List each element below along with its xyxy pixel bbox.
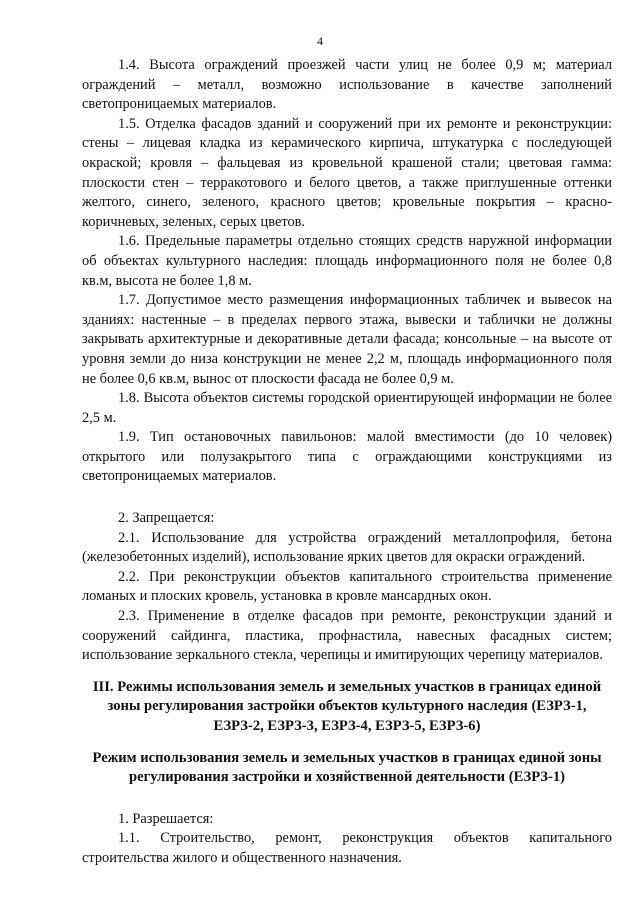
paragraph-1-6: 1.6. Предельные параметры отдельно стоящих средств наружной информации об объектах культурного наследия: площадь информационного поля не более 0,8 кв.м, высота не более 1,8 м. xyxy=(82,233,612,289)
paragraph-2-prohibited: 2. Запрещается: xyxy=(118,510,215,527)
page-number: 4 xyxy=(317,34,323,48)
spacer xyxy=(82,487,612,509)
paragraph-1-5: 1.5. Отделка фасадов зданий и сооружений при их ремонте и реконструкции: стены – лицевая кладка из керамического кирпича, штукатурка с последующей окраской; кровля – фальцевая из кровельной крашеной стали; цветовая гамма: плоскости стен – терракотового и белого цветов, а также приглушенные оттенки желтого, синего, зеленого, красного цветов; кровельные покрытия – красно-коричневых, зеленых, серых цветов. xyxy=(82,115,612,230)
document-body xyxy=(82,56,612,869)
paragraph-1-7: 1.7. Допустимое место размещения информационных табличек и вывесок на зданиях: настенные – в пределах первого этажа, вывески и таблички не должны закрывать архитектурные и декоративные детали фасада; консольные – на высоте от уровня земли до низа конструкции не менее 2,2 м, площадь информационного поля не более 0,6 кв.м, вынос от плоскости фасада не более 0,9 м. xyxy=(82,292,612,387)
paragraph-2-2: 2.2. При реконструкции объектов капитального строительства применение ломаных и плоских кровель, установка в кровле мансардных окон. xyxy=(82,568,612,605)
section-heading-iii: III. Режимы использования земель и земельных участков в границах единой зоны регулирования застройки объектов культурного наследия (ЕЗРЗ-1, ЕЗРЗ-2, ЕЗРЗ-3, ЕЗРЗ-4, ЕЗРЗ-5, ЕЗРЗ-6) xyxy=(92,678,602,734)
paragraph-2-1: 2.1. Использование для устройства ограждений металлопрофиля, бетона (железобетонных изделий), использование ярких цветов для окраски ограждений. xyxy=(82,529,612,566)
paragraph-2-3: 2.3. Применение в отделке фасадов при ремонте, реконструкции зданий и сооружений сайдинга, пластика, профнастила, навесных фасадных систем; использование зеркального стекла, черепицы и имитирующих черепицу материалов. xyxy=(82,608,612,664)
paragraph-1-4: 1.4. Высота ограждений проезжей части улиц не более 0,9 м; материал ограждений – металл, возможно использование в качестве заполнений светопроницаемых материалов. xyxy=(82,57,612,113)
subsection-heading-ezrz-1: Режим использования земель и земельных участков в границах единой зоны регулирования застройки и хозяйственной деятельности (ЕЗРЗ-1) xyxy=(92,749,602,786)
paragraph-1-1: 1.1. Строительство, ремонт, реконструкция объектов капитального строительства жилого и общественного назначения. xyxy=(82,830,612,866)
paragraph-permitted: 1. Разрешается: xyxy=(118,810,214,827)
spacer xyxy=(82,788,612,810)
paragraph-1-9: 1.9. Тип остановочных павильонов: малой вместимости (до 10 человек) открытого или полузакрытого типа с ограждающими конструкциями из светопроницаемых материалов. xyxy=(82,429,612,485)
paragraph-1-8: 1.8. Высота объектов системы городской ориентирующей информации не более 2,5 м. xyxy=(82,390,612,426)
